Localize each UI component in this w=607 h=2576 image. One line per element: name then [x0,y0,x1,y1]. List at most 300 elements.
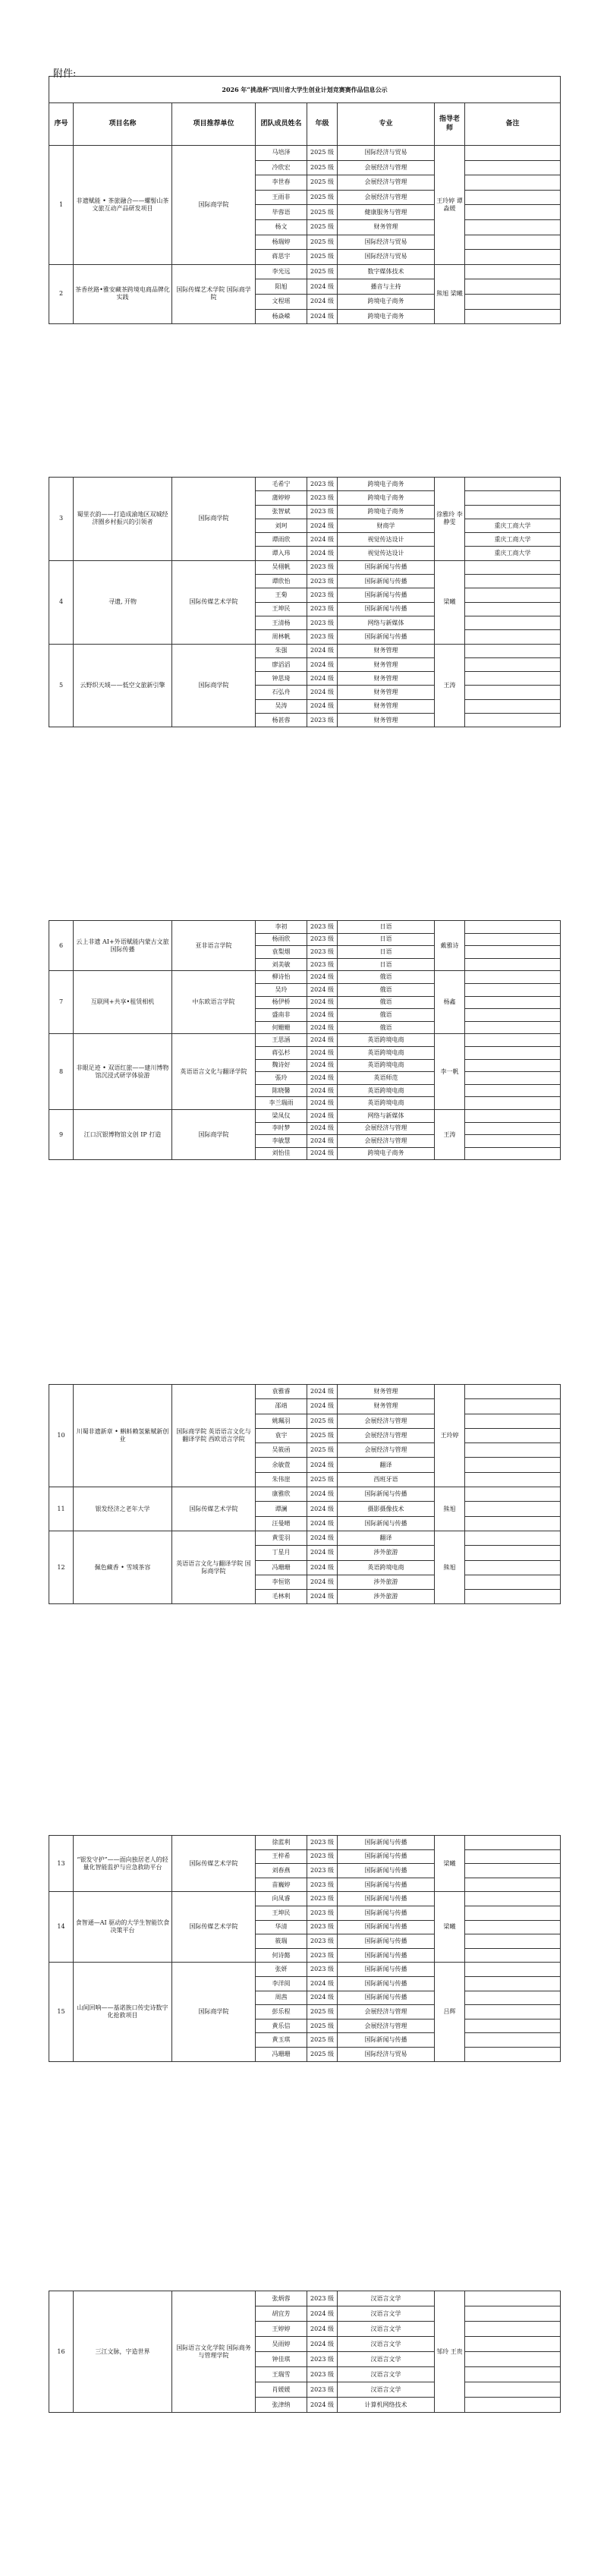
table-row [49,1836,561,1850]
member-name: 阳旭 [256,279,307,295]
member-major: 国际新闻与传播 [338,1487,435,1502]
member-name: 王菊 [256,588,307,602]
member-major: 播音与主持 [338,279,435,295]
project-unit: 国际商学院 [172,644,256,727]
project-name: 银发经济之老年大学 [74,1487,172,1531]
member-name: 肖媛媛 [256,2382,307,2398]
member-grade: 2024 级 [307,1560,338,1575]
project-unit: 国际语言文化学院 国际商务与管理学院 [172,2291,256,2413]
member-grade: 2023 级 [307,1934,338,1949]
member-name: 钟思琦 [256,672,307,686]
project-name: 非眼足迹 • 双语红旅——建川博物馆沉浸式研学体验游 [74,1034,172,1110]
member-major: 财务管理 [338,657,435,671]
member-grade: 2024 级 [307,1147,338,1160]
member-major: 跨境电子商务 [338,309,435,324]
member-grade: 2025 级 [307,2019,338,2033]
header-major: 专业 [338,103,435,146]
project-unit: 国际商学院 [172,1109,256,1159]
member-major: 财务管理 [338,219,435,235]
member-note [465,1021,561,1034]
member-major: 汉语言文学 [338,2337,435,2352]
project-number: 14 [49,1892,74,1963]
member-grade: 2024 级 [307,1021,338,1034]
member-grade: 2023 级 [307,2382,338,2398]
member-note [465,2337,561,2352]
member-major: 国际新闻与传播 [338,1878,435,1892]
member-major: 英语跨境电商 [338,1034,435,1047]
table-row [49,921,561,934]
header-advisor: 指导老师 [435,103,465,146]
member-grade: 2024 级 [307,1034,338,1047]
member-major: 俄语 [338,1009,435,1022]
member-note [465,1109,561,1122]
table-row [49,1892,561,1906]
member-note [465,2398,561,2413]
project-advisor: 熊旭 [435,1531,465,1603]
member-grade: 2024 级 [307,1009,338,1022]
member-grade: 2025 级 [307,1428,338,1442]
member-major: 国际新闻与传播 [338,1976,435,1991]
member-grade: 2023 级 [307,933,338,946]
project-unit: 英语语言文化与翻译学院 [172,1034,256,1110]
member-note [465,602,561,616]
member-note [465,1590,561,1604]
member-grade: 2023 级 [307,958,338,971]
member-major: 财务管理 [338,672,435,686]
member-grade: 2023 级 [307,1864,338,1878]
member-grade: 2024 级 [307,1072,338,1085]
project-name: 山间回响——基诺族口传史诗数字化抢救项目 [74,1963,172,2061]
member-name: 刘美敏 [256,958,307,971]
member-grade: 2024 级 [307,672,338,686]
member-name: 刘春燕 [256,1864,307,1878]
member-name: 筱瑞 [256,1934,307,1949]
table-row [49,1109,561,1122]
member-note [465,644,561,657]
member-grade: 2024 级 [307,1385,338,1399]
member-major: 国际新闻与传播 [338,1963,435,1977]
project-unit: 国际传媒艺术学院 [172,1892,256,1963]
project-unit: 国际商学院 英语语言文化与翻译学院 西欧语言学院 [172,1385,256,1487]
member-major: 会展经济与管理 [338,1122,435,1135]
member-note [465,235,561,250]
member-note [465,478,561,491]
table-page [49,920,560,1160]
member-major: 日语 [338,958,435,971]
member-note [465,1472,561,1487]
member-note [465,160,561,175]
member-name: 杨甚蓉 [256,714,307,727]
member-major: 俄语 [338,983,435,996]
member-note [465,2005,561,2019]
member-note [465,672,561,686]
member-major: 国际经济与贸易 [338,2047,435,2061]
member-grade: 2025 级 [307,235,338,250]
member-note [465,1920,561,1934]
project-advisor: 李一帆 [435,1034,465,1110]
member-grade: 2024 级 [307,1097,338,1110]
member-grade: 2025 级 [307,190,338,205]
member-name: 王坤民 [256,602,307,616]
member-major: 计算机网络技术 [338,2398,435,2413]
member-major: 会展经济与管理 [338,1428,435,1442]
member-note: 重庆工商大学 [465,533,561,547]
member-major: 国际新闻与传播 [338,560,435,574]
member-major: 会展经济与管理 [338,1443,435,1458]
member-note [465,971,561,984]
member-name: 柳诗怡 [256,971,307,984]
member-major: 会展经济与管理 [338,190,435,205]
info-table [49,1835,561,2062]
member-grade: 2024 级 [307,533,338,547]
member-grade: 2023 级 [307,616,338,629]
member-major: 汉语言文学 [338,2382,435,2398]
member-grade: 2024 级 [307,1046,338,1059]
member-note [465,146,561,161]
table-row [49,2291,561,2306]
member-note [465,946,561,959]
member-major: 会展经济与管理 [338,160,435,175]
project-advisor: 吕辉 [435,1963,465,2061]
member-name: 张炳蓉 [256,2291,307,2306]
project-number: 5 [49,644,74,727]
member-major: 国际新闻与传播 [338,1892,435,1906]
member-note [465,1836,561,1850]
member-name: 毛林利 [256,1590,307,1604]
member-note [465,205,561,220]
member-name: 张妍 [256,1963,307,1977]
member-major: 视觉传达设计 [338,533,435,547]
member-note [465,699,561,713]
table-row [49,644,561,657]
member-note [465,1849,561,1864]
member-major: 跨境电子商务 [338,294,435,309]
member-major: 会展经济与管理 [338,1414,435,1428]
member-note [465,1399,561,1414]
project-unit: 国际商学院 [172,478,256,561]
member-name: 杨伊桥 [256,996,307,1009]
table-row [49,1034,561,1047]
member-major: 数字媒体技术 [338,264,435,279]
member-name: 吴涛 [256,699,307,713]
member-note [465,2291,561,2306]
member-major: 国际新闻与传播 [338,602,435,616]
member-name: 袁宇 [256,1428,307,1442]
member-grade: 2023 级 [307,1836,338,1850]
project-advisor: 梁曦 [435,1892,465,1963]
member-note [465,1385,561,1399]
project-number: 6 [49,921,74,971]
member-grade: 2024 级 [307,279,338,295]
project-number: 2 [49,264,74,323]
header-note: 备注 [465,103,561,146]
table-row [49,478,561,491]
member-note [465,294,561,309]
member-grade: 2024 级 [307,1546,338,1560]
member-grade: 2023 级 [307,1906,338,1920]
member-name: 蒋思宇 [256,250,307,265]
member-grade: 2024 级 [307,1502,338,1516]
member-note [465,2322,561,2337]
member-grade: 2023 级 [307,575,338,588]
member-major: 汉语言文学 [338,2306,435,2322]
member-major: 国际经济与贸易 [338,235,435,250]
member-name: 姚珮羽 [256,1414,307,1428]
member-major: 会展经济与管理 [338,175,435,191]
member-name: 张津纳 [256,2398,307,2413]
member-major: 国际新闻与传播 [338,1934,435,1949]
member-major: 汉语言文学 [338,2322,435,2337]
member-name: 苗巍婷 [256,1878,307,1892]
member-note [465,1892,561,1906]
member-name: 杨焱嵘 [256,309,307,324]
member-note [465,1948,561,1963]
project-advisor: 徐雅玲 李静雯 [435,478,465,561]
member-major: 英语跨境电商 [338,1084,435,1097]
table-row [49,1487,561,1502]
member-note [465,1414,561,1428]
member-note [465,250,561,265]
member-grade: 2023 级 [307,478,338,491]
member-major: 翻译 [338,1531,435,1545]
member-name: 李初 [256,921,307,934]
member-grade: 2025 级 [307,250,338,265]
member-note [465,505,561,519]
member-note [465,996,561,1009]
project-number: 3 [49,478,74,561]
member-note [465,575,561,588]
member-name: 李世春 [256,175,307,191]
member-major: 俄语 [338,996,435,1009]
member-grade: 2025 级 [307,264,338,279]
project-advisor: 熊旭 梁曦 [435,264,465,323]
project-unit: 英语语言文化与翻译学院 国际商学院 [172,1531,256,1603]
member-grade: 2024 级 [307,547,338,560]
member-name: 吴雨婷 [256,2337,307,2352]
table-row [49,1531,561,1545]
member-grade: 2023 级 [307,2291,338,2306]
member-note [465,1428,561,1442]
member-note [465,1135,561,1148]
member-name: 刘怡佳 [256,1147,307,1160]
member-major: 日语 [338,946,435,959]
member-name: 马培泽 [256,146,307,161]
member-major: 网络与新媒体 [338,1109,435,1122]
member-note [465,630,561,644]
member-note [465,1560,561,1575]
member-name: 彭乐程 [256,2005,307,2019]
member-name: 冯珊珊 [256,1560,307,1575]
member-note [465,1059,561,1072]
member-major: 汉语言文学 [338,2367,435,2382]
member-major: 健康服务与管理 [338,205,435,220]
member-grade: 2023 级 [307,491,338,505]
project-number: 11 [49,1487,74,1531]
member-note [465,1072,561,1085]
member-note [465,1034,561,1047]
project-unit: 国际商学院 [172,146,256,265]
member-name: 康雅欣 [256,1487,307,1502]
member-major: 俄语 [338,1021,435,1034]
member-major: 国际新闻与传播 [338,1849,435,1864]
member-grade: 2023 级 [307,560,338,574]
member-name: 袁雅睿 [256,1385,307,1399]
member-major: 国际经济与贸易 [338,146,435,161]
member-grade: 2024 级 [307,983,338,996]
member-grade: 2023 级 [307,1920,338,1934]
member-note [465,1084,561,1097]
member-name: 李恒铭 [256,1575,307,1589]
member-grade: 2024 级 [307,1991,338,2005]
member-name: 王坤民 [256,1906,307,1920]
member-grade: 2024 级 [307,1516,338,1531]
project-name: 云上非遗 AI+外语赋能内蒙古文旅国际传播 [74,921,172,971]
header-no: 序号 [49,103,74,146]
member-note [465,1516,561,1531]
member-major: 财务管理 [338,1399,435,1414]
member-name: 朱强 [256,644,307,657]
member-note [465,1458,561,1472]
member-note [465,1991,561,2005]
member-major: 汉语言文学 [338,2352,435,2367]
member-grade: 2024 级 [307,686,338,699]
project-name: 互联网+共享•租赁相机 [74,971,172,1034]
project-name: 蜀里衣韵——打造成渝地区双城经济圈乡村振兴的引领者 [74,478,172,561]
member-major: 日语 [338,933,435,946]
project-advisor: 王涛 [435,644,465,727]
project-advisor: 梁曦 [435,1836,465,1892]
project-number: 15 [49,1963,74,2061]
member-note [465,2033,561,2048]
project-advisor: 梁曦 [435,560,465,644]
table-page [49,76,560,324]
member-grade: 2024 级 [307,1109,338,1122]
project-unit: 国际传媒艺术学院 国际商学院 [172,264,256,323]
member-major: 国际新闻与传播 [338,1920,435,1934]
member-name: 冷欣宏 [256,160,307,175]
member-major: 国际经济与贸易 [338,250,435,265]
member-major: 网络与新媒体 [338,616,435,629]
member-name: 李光远 [256,264,307,279]
member-name: 李洋阅 [256,1976,307,1991]
member-note [465,1443,561,1458]
table-row [49,1385,561,1399]
member-major: 摄影摄像技术 [338,1502,435,1516]
member-major: 英语师范 [338,1072,435,1085]
table-row [49,146,561,161]
member-grade: 2024 级 [307,1122,338,1135]
project-name: 茶香丝路•雅安藏茶跨境电商品牌化实践 [74,264,172,323]
member-grade: 2024 级 [307,1084,338,1097]
member-name: 李兰瑞雨 [256,1097,307,1110]
project-name: 川蜀非遗新章 • 蝌蚪赖氢紫赋新创业 [74,1385,172,1487]
member-name: 王思涵 [256,1034,307,1047]
info-table [49,477,561,727]
member-note [465,491,561,505]
member-grade: 2024 级 [307,294,338,309]
project-name: 寻遗, 开物 [74,560,172,644]
member-note [465,1864,561,1878]
member-note [465,1906,561,1920]
info-table [49,76,561,324]
member-note [465,2382,561,2398]
member-note: 重庆工商大学 [465,519,561,532]
project-advisor: 邹玲 王贵 [435,2291,465,2413]
member-note [465,2047,561,2061]
info-table [49,920,561,1160]
member-grade: 2025 级 [307,2047,338,2061]
member-note [465,2367,561,2382]
member-name: 蒋弘杉 [256,1046,307,1059]
table-page [49,2291,560,2413]
member-major: 视觉传达设计 [338,547,435,560]
title-row [49,77,561,103]
project-name: 食智通—AI 驱动的大学生智能饮食决策平台 [74,1892,172,1963]
member-major: 日语 [338,921,435,934]
member-grade: 2023 级 [307,714,338,727]
table-row [49,971,561,984]
header-name: 项目名称 [74,103,172,146]
header-grade: 年级 [307,103,338,146]
table-row [49,560,561,574]
member-major: 会展经济与管理 [338,2019,435,2033]
member-major: 跨境电子商务 [338,491,435,505]
member-grade: 2023 级 [307,1948,338,1963]
table-row [49,264,561,279]
member-name: 王梓希 [256,1849,307,1864]
member-name: 王雨非 [256,190,307,205]
member-note [465,190,561,205]
member-name: 谭欣怡 [256,575,307,588]
member-name: 刘珂 [256,519,307,532]
member-major: 财务管理 [338,699,435,713]
project-unit: 国际传媒艺术学院 [172,1836,256,1892]
member-name: 吴筱函 [256,1443,307,1458]
member-note [465,2352,561,2367]
project-name: 云野织天域——低空文旅新引擎 [74,644,172,727]
member-grade: 2025 级 [307,219,338,235]
member-note [465,714,561,727]
member-major: 国际新闻与传播 [338,2033,435,2048]
info-table [49,2291,561,2413]
member-grade: 2024 级 [307,1531,338,1545]
member-grade: 2025 级 [307,160,338,175]
project-name: 非遗赋能 • 茶旅融合——螺髻山茶文旅互动产品研发项目 [74,146,172,265]
project-advisor: 王涛 [435,1109,465,1159]
table-page [49,1835,560,2062]
member-major: 涉外旅游 [338,1575,435,1589]
table-page [49,1384,560,1604]
member-name: 吴栩帆 [256,560,307,574]
member-name: 向凤睿 [256,1892,307,1906]
project-number: 4 [49,560,74,644]
member-major: 国际新闻与传播 [338,588,435,602]
member-grade: 2024 级 [307,519,338,532]
member-grade: 2024 级 [307,971,338,984]
member-grade: 2025 级 [307,1472,338,1487]
member-note [465,1963,561,1977]
member-name: 钟佳琪 [256,2352,307,2367]
member-grade: 2024 级 [307,1590,338,1604]
member-grade: 2024 级 [307,1575,338,1589]
member-major: 跨境电子商务 [338,478,435,491]
member-major: 国际新闻与传播 [338,1516,435,1531]
member-note [465,1097,561,1110]
member-name: 张智斌 [256,505,307,519]
member-name: 盛南非 [256,1009,307,1022]
member-name: 周茜 [256,1991,307,2005]
project-advisor: 王玲婷 [435,1385,465,1487]
